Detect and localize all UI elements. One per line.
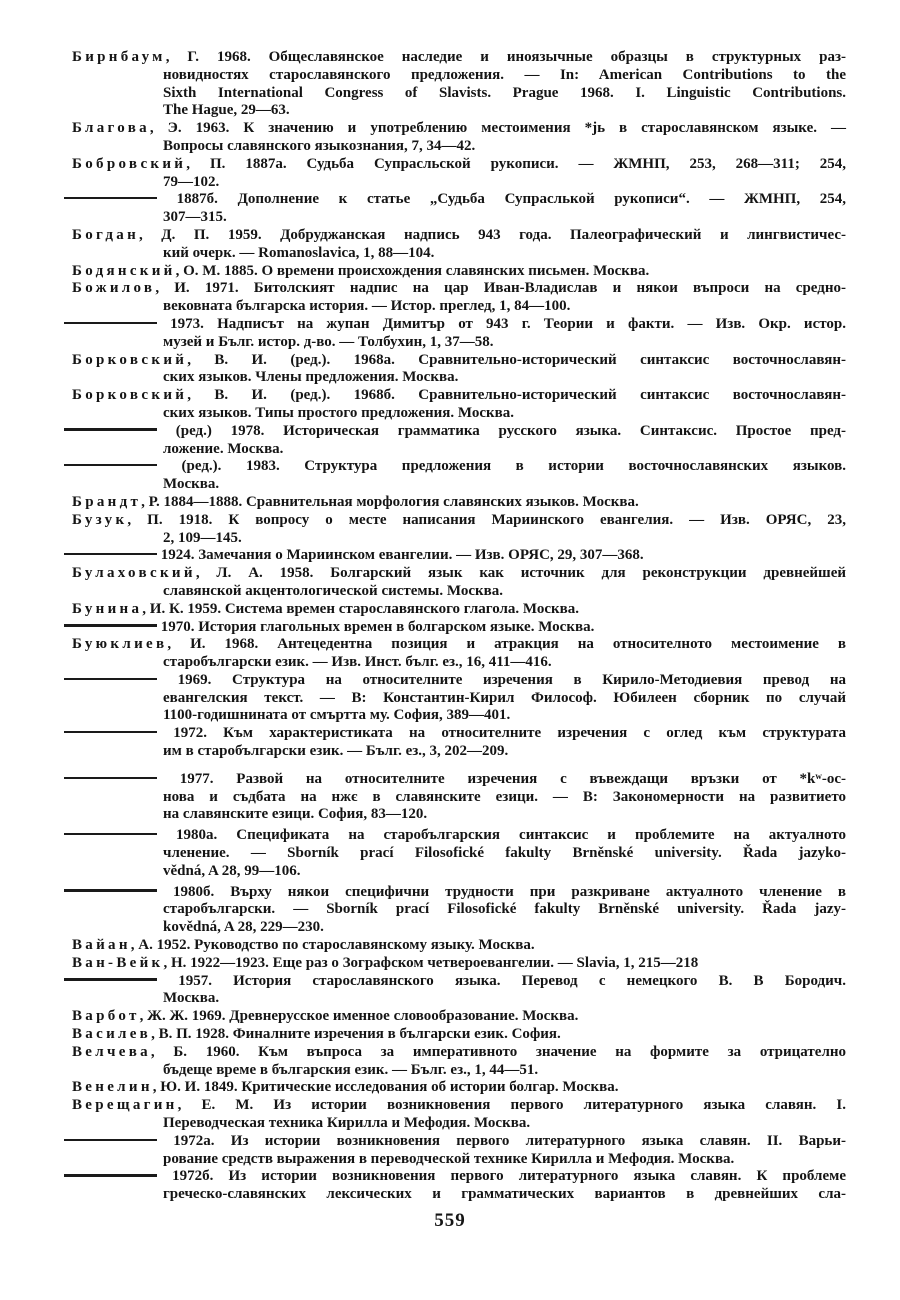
- bib-line: ложение. Москва.: [163, 440, 284, 457]
- author-name: Бунина: [72, 600, 143, 617]
- bib-entry: [72, 955, 846, 973]
- entry-text: 1972б. Из истории возникновения первого литературного языка славян. К проблеме: [157, 1168, 846, 1185]
- bib-line: Sixth International Congress of Slavists. Prague 1968. I. Linguistic Contributions.: [163, 84, 846, 101]
- bib-entry: [72, 156, 846, 192]
- bib-line: [72, 1168, 846, 1186]
- bib-entry: [72, 619, 846, 637]
- entry-text: 1980а. Спецификата на старобългарския синтаксис и проблемите на актуалното: [157, 827, 846, 844]
- author-name: Булаховский: [72, 565, 196, 582]
- bib-entry: [72, 884, 846, 937]
- bib-line: 307—315.: [163, 209, 227, 226]
- bib-line: бъдеще време в българския език. — Бълг. ез., 1, 44—51.: [163, 1061, 539, 1078]
- author-name: Бобровский: [72, 155, 187, 172]
- bib-entry: [72, 1079, 846, 1097]
- author-name: Бирнбаум: [72, 49, 166, 65]
- bib-entry: [72, 1044, 846, 1080]
- bib-entry: [72, 423, 846, 459]
- entry-text: , О. М. 1885. О времени происхождения славянских письмен. Москва.: [175, 262, 650, 279]
- entry-text: 1977. Развой на относителните изречения с въвеждащи връзки от *kʷ-ос-: [157, 770, 846, 787]
- bib-line: [72, 156, 846, 174]
- repeat-author-dash-icon: [64, 624, 157, 626]
- bib-entry: [72, 636, 846, 672]
- entry-text: 1970. История глагольных времен в болгарском языке. Москва.: [157, 618, 595, 635]
- bib-line: [72, 1079, 846, 1097]
- bib-line: славянской акцентологической системы. Москва.: [163, 582, 503, 599]
- bib-line: [72, 280, 846, 298]
- bib-line: [72, 1026, 846, 1044]
- bib-line: 2, 109—145.: [163, 529, 242, 546]
- bib-line: [72, 937, 846, 955]
- bib-line: [72, 49, 846, 67]
- entry-text: 1969. Структура на относителните изречения в Кирило-Методиевия превод на: [157, 671, 846, 688]
- bib-entry: [72, 1026, 846, 1044]
- entry-text: , А. 1952. Руководство по старославянскому языку. Москва.: [130, 937, 535, 954]
- repeat-author-dash-icon: [64, 1139, 157, 1141]
- bib-line: [72, 884, 846, 902]
- bib-entry: [72, 1133, 846, 1169]
- bib-line: Вопросы славянского языкознания, 7, 34—42.: [163, 137, 476, 154]
- bib-entry: [72, 937, 846, 955]
- bib-line: старобългарски език. — Изв. Инст. бълг. ез., 16, 411—416.: [163, 654, 552, 671]
- entry-text: 1887б. Дополнение к статье „Судьба Супраслькой рукописи“. — ЖМНП, 254,: [157, 191, 846, 208]
- entry-text: , Г. 1968. Общеславянское наследие и иноязычные образцы в структурных раз-: [165, 49, 846, 65]
- bib-line: ских языков. Члены предложения. Москва.: [163, 369, 459, 386]
- bib-entry: [72, 672, 846, 725]
- entry-text: , Д. П. 1959. Добруджанская надпись 943 года. Палеографический и лингвистичес-: [139, 226, 846, 243]
- bib-line: [72, 955, 846, 973]
- entry-text: (ред.) 1978. Историческая грамматика русского языка. Синтаксис. Простое пред-: [157, 422, 846, 439]
- page-number: 559: [434, 1210, 466, 1231]
- bib-line: греческо-славянских лексических и грамматических вариантов в древнейших сла-: [163, 1186, 846, 1203]
- bib-entry: [72, 547, 846, 565]
- bib-entry: [72, 1097, 846, 1133]
- entry-text: , И. 1968. Антецедентна позиция и атракция на относителното местоимение в: [167, 636, 846, 653]
- entry-text: , Р. 1884—1888. Сравнительная морфология славянских языков. Москва.: [141, 493, 639, 510]
- bib-line: [72, 725, 846, 743]
- bib-entry: [72, 49, 846, 120]
- bib-line: музей и Бълг. истор. д-во. — Толбухин, 1, 37—58.: [163, 333, 494, 350]
- entry-text: , В. И. (ред.). 1968б. Сравнительно-исторический синтаксис восточнославян-: [187, 387, 846, 404]
- bib-line: [72, 973, 846, 991]
- repeat-author-dash-icon: [64, 464, 157, 466]
- bib-entry: [72, 771, 846, 824]
- entry-text: , Ж. Ж. 1969. Древнерусское именное словообразование. Москва.: [139, 1008, 579, 1025]
- author-name: Борковский: [72, 387, 188, 404]
- repeat-author-dash-icon: [64, 833, 157, 835]
- bib-line: Москва.: [163, 476, 220, 493]
- bib-line: [72, 565, 846, 583]
- bib-entry: [72, 973, 846, 1009]
- repeat-author-dash-icon: [64, 978, 157, 980]
- bib-entry: [72, 316, 846, 352]
- bib-entry: [72, 227, 846, 263]
- bib-line: The Hague, 29—63.: [163, 102, 290, 119]
- bib-line: [72, 494, 846, 512]
- entry-text: , Е. М. Из истории возникновения первого литературного языка славян. I.: [177, 1097, 846, 1114]
- bib-line: 1100-годишнината от смъртта му. София, 389—401.: [163, 707, 511, 724]
- author-name: Божилов: [72, 280, 156, 297]
- bib-line: [72, 458, 846, 476]
- bib-line: [72, 316, 846, 334]
- entry-text: 1924. Замечания о Мариинском евангелии. — Изв. ОРЯС, 29, 307—368.: [157, 547, 644, 564]
- entry-text: 1972. Към характеристиката на относителните изречения с оглед към структурата: [157, 725, 846, 742]
- bib-line: [72, 1133, 846, 1151]
- bib-line: [72, 191, 846, 209]
- bib-line: kovědná, A 28, 229—230.: [163, 919, 324, 936]
- bib-line: [72, 1044, 846, 1062]
- author-name: Бузук: [72, 511, 128, 528]
- repeat-author-dash-icon: [64, 553, 157, 555]
- bib-entry: [72, 352, 846, 388]
- author-name: Верещагин: [72, 1097, 178, 1114]
- bib-line: [72, 387, 846, 405]
- bib-entry: [72, 191, 846, 227]
- repeat-author-dash-icon: [64, 731, 157, 733]
- bib-line: [72, 227, 846, 245]
- author-name: Василев: [72, 1026, 152, 1043]
- repeat-author-dash-icon: [64, 889, 157, 891]
- author-name: Брандт: [72, 493, 142, 510]
- entry-text: , Э. 1963. К значению и употреблению местоимения *jь в старославянском языке. —: [149, 120, 846, 137]
- bib-line: [72, 771, 846, 789]
- bib-entry: [72, 565, 846, 601]
- author-name: Варбот: [72, 1008, 140, 1025]
- repeat-author-dash-icon: [64, 1174, 157, 1176]
- bib-entry: [72, 263, 846, 281]
- bib-entry: [72, 725, 846, 761]
- bib-line: [72, 547, 846, 565]
- bib-line: ских языков. Типы простого предложения. Москва.: [163, 404, 515, 421]
- bib-line: Переводческая техника Кирилла и Мефодия. Москва.: [163, 1115, 531, 1132]
- bib-line: Москва.: [163, 990, 220, 1007]
- author-name: Благова: [72, 120, 150, 137]
- author-name: Борковский: [72, 351, 188, 368]
- entry-text: , В. П. 1928. Финалните изречения в български език. София.: [151, 1026, 561, 1043]
- author-name: Бодянский: [72, 262, 176, 279]
- bib-line: [72, 423, 846, 441]
- bib-line: новидностях старославянского предложения. — In: American Contributions to the: [163, 66, 846, 83]
- author-name: Велчева: [72, 1043, 151, 1060]
- bib-entry: [72, 1168, 846, 1204]
- bib-entry: [72, 120, 846, 156]
- entry-text: 1957. История старославянского языка. Перевод с немецкого В. В Бородич.: [157, 972, 846, 989]
- bibliography: [72, 49, 846, 1204]
- author-name: Ван-Вейк: [72, 954, 164, 971]
- bib-line: кий очерк. — Romanoslavica, 1, 88—104.: [163, 244, 435, 261]
- author-name: Венелин: [72, 1079, 153, 1096]
- bib-line: [72, 120, 846, 138]
- bib-line: [72, 1008, 846, 1026]
- bib-line: старобългарски. — Sborník prací Filosofické fakulty Brněnské university. Řada jazy-: [163, 901, 846, 918]
- bib-entry: [72, 1008, 846, 1026]
- entry-text: 1973. Надписът на жупан Димитър от 943 г. Теории и факти. — Изв. Окр. истор.: [157, 315, 846, 332]
- bib-entry: [72, 280, 846, 316]
- bib-entry: [72, 601, 846, 619]
- bib-line: [72, 601, 846, 619]
- entry-text: (ред.). 1983. Структура предложения в истории восточнославянских языков.: [157, 458, 846, 475]
- author-name: Вайан: [72, 937, 131, 954]
- entry-text: , Н. 1922—1923. Еще раз о Зографском четвероевангелии. — Slavia, 1, 215—218: [163, 954, 699, 971]
- bib-line: евангелския текст. — В: Константин-Кирил Философ. Юбилеен сборник по случай: [163, 689, 846, 706]
- bib-line: [72, 827, 846, 845]
- bib-line: [72, 636, 846, 654]
- bib-line: [72, 352, 846, 370]
- entry-text: , П. 1918. К вопросу о месте написания Мариинского евангелия. — Изв. ОРЯС, 23,: [127, 511, 846, 528]
- author-name: Богдан: [72, 226, 140, 243]
- bib-entry: [72, 458, 846, 494]
- entry-text: , П. 1887а. Судьба Супрасльской рукописи. — ЖМНП, 253, 268—311; 254,: [186, 155, 846, 172]
- repeat-author-dash-icon: [64, 322, 157, 324]
- entry-text: , Л. А. 1958. Болгарский язык как источник для реконструкции древнейшей: [195, 565, 846, 582]
- author-name: Буюклиев: [72, 636, 168, 653]
- bib-line: нова и съдбата на нжє в славянските езици. — В: Закономерности на развитието: [163, 788, 846, 805]
- bib-line: рование средств выражения в переводческой технике Кирилла и Мефодия. Москва.: [163, 1150, 735, 1167]
- entry-text: , И. 1971. Битолският надпис на цар Иван-Владислав и някои въпроси на средно-: [155, 280, 846, 297]
- bib-line: им в старобългарски език. — Бълг. ез., 3, 202—209.: [163, 743, 509, 760]
- bib-line: членение. — Sborník prací Filosofické fakulty Brněnské university. Řada jazyko-: [163, 845, 846, 862]
- bib-line: на славянските езици. София, 83—120.: [163, 806, 428, 823]
- entry-text: , И. К. 1959. Система времен старославянского глагола. Москва.: [142, 600, 580, 617]
- bib-entry: [72, 512, 846, 548]
- bib-line: [72, 263, 846, 281]
- bib-entry: [72, 827, 846, 880]
- entry-text: , Ю. И. 1849. Критические исследования об истории болгар. Москва.: [152, 1079, 619, 1096]
- repeat-author-dash-icon: [64, 777, 157, 779]
- bib-line: [72, 672, 846, 690]
- repeat-author-dash-icon: [64, 197, 157, 199]
- entry-text: 1972а. Из истории возникновения первого литературного языка славян. II. Варьи-: [157, 1132, 846, 1149]
- entry-text: 1980б. Върху някои специфични трудности при разкриване актуалното членение в: [157, 883, 846, 900]
- bib-line: вековната българска история. — Истор. преглед, 1, 84—100.: [163, 298, 571, 315]
- entry-text: , Б. 1960. Към въпроса за императивното значение на формите за отрицателно: [150, 1043, 846, 1060]
- entry-text: , В. И. (ред.). 1968а. Сравнительно-исторический синтаксис восточнославян-: [187, 351, 846, 368]
- bib-line: vědná, A 28, 99—106.: [163, 862, 301, 879]
- bib-line: 79—102.: [163, 173, 220, 190]
- bib-line: [72, 512, 846, 530]
- bib-line: [72, 1097, 846, 1115]
- bib-line: [72, 619, 846, 637]
- bib-entry: [72, 494, 846, 512]
- repeat-author-dash-icon: [64, 428, 157, 430]
- repeat-author-dash-icon: [64, 678, 157, 680]
- bib-entry: [72, 387, 846, 423]
